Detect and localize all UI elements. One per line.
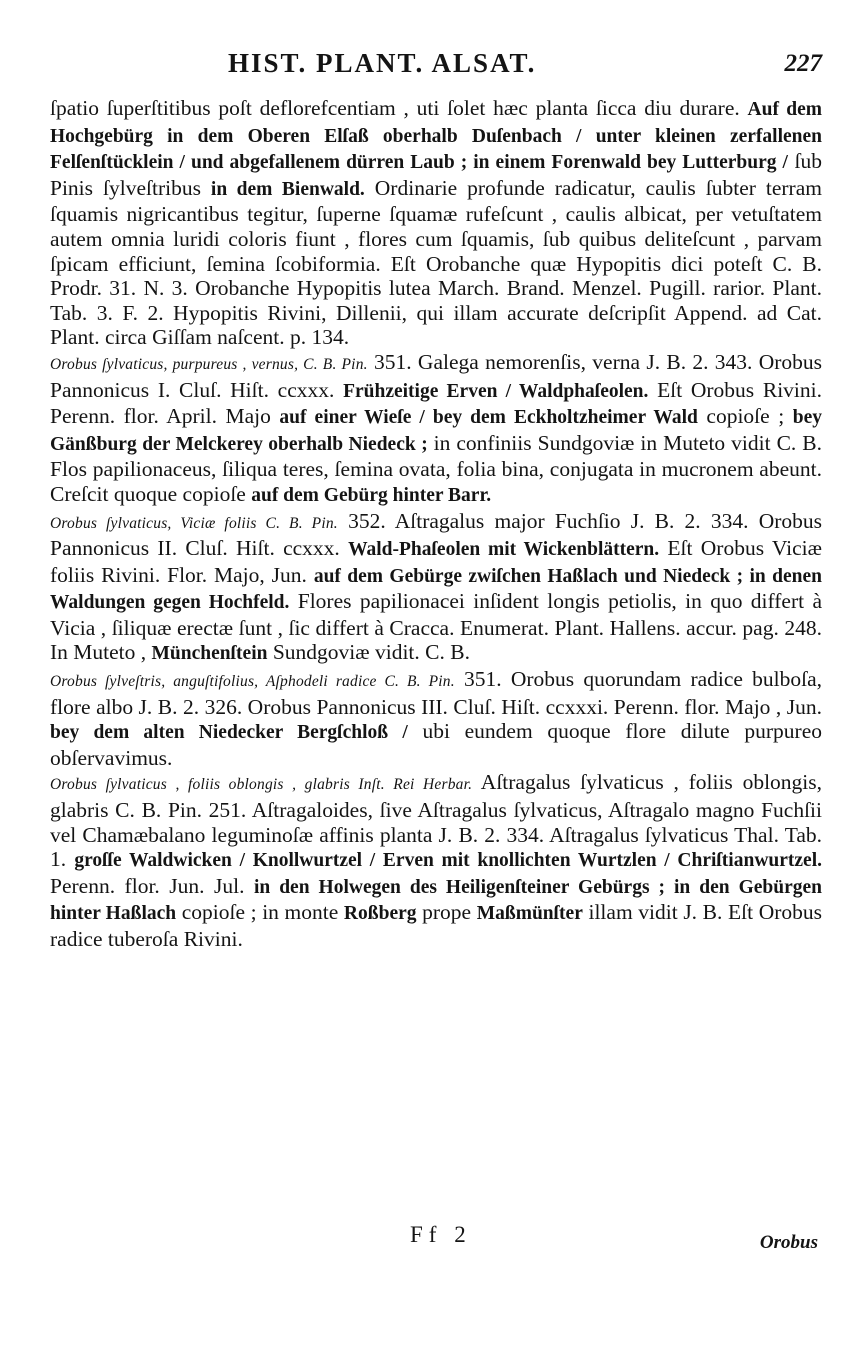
latin-text: prope [416,900,477,925]
latin-text: copioſe ; in monte [176,900,344,925]
page-header [0,44,850,84]
continued-paragraph [50,96,822,350]
species-name: Orobus ſylvaticus, purpureus , vernus, C. B. Pin. [50,355,368,373]
latin-text: Ordinarie profunde radicatur, caulis ſubter terram ſquamis nigricantibus tegitur, ſuperne ſquamæ rufeſcunt , caulis albicat, per vetuſtatem autem omnia luridi coloris fiunt , flores cum ſquamis, ſub quibus deliteſcunt , parvam ſpicam efficiunt, ſemina ſcobiformia. Eſt Orobanche quæ Hypopitis dici poteſt C. B. Prodr. 31. N. 3. Orobanche Hypopitis lutea March. Brand. Menzel. Pugill. rarior. Plant. Tab. 3. F. 2. Hypopitis Rivini, Dillenii, qui illam accurate deſcripſit Append. ad Cat. Plant. circa Giſſam naſcent. p. 134. [50,175,822,350]
german-text: Wald-Phaſeolen mit Wickenblättern. [348,539,660,561]
german-text: in dem Bienwald. [210,178,365,200]
species-entry [50,667,822,770]
latin-text: Eſt Orobus Viciæ foliis Rivini. Flor. Majo, Jun. [50,536,822,587]
german-text: auf dem Gebürg hinter Barr. [251,484,492,506]
latin-text: illam vidit J. B. Eſt Orobus radice tuberoſa Rivini. [50,900,823,951]
latin-text: Flores papilionacei inſident longis petiolis, in quo differt à Vicia , ſiliquæ erectæ ſunt , ſic differt à Cracca. Enumerat. Plant. Hallens. accur. pag. 248. In Muteto , [50,589,822,665]
latin-text: ſub Pinis ſylveſtribus [50,149,822,200]
german-text: Roßberg [343,903,417,925]
latin-text: Perenn. flor. Jun. Jul. [50,873,254,898]
german-text: Auf dem Hochgebürg in dem Oberen Elſaß oberhalb Duſenbach / unter kleinen zerfallenen Felſenſtücklein / und abgefallenem dürren Laub ; in einem Forenwald bey Lutterburg / [50,99,822,174]
german-text: auf dem Gebürge zwiſchen Haßlach und Niedeck ; in denen Waldungen gegen Hochfeld. [50,565,822,614]
species-entry [50,350,822,509]
german-text: groſſe Waldwicken / Knollwurtzel / Erven mit knollichten Wurtzlen / Chriſtianwurtzel. [74,850,822,872]
latin-text: 351. Orobus quorundam radice bulboſa, flore albo J. B. 2. 326. Orobus Pannonicus III. Cluſ. Hiſt. ccxxxi. Perenn. flor. Majo , Jun. [50,667,823,719]
latin-text: ubi eundem quoque flore dilute purpureo obſervavimus. [50,719,822,770]
latin-text: Aſtragalus ſylvaticus , foliis oblongis, glabris C. B. Pin. 251. Aſtragaloides, ſive Aſtragalus ſylvaticus, Aſtragalo magno Fuchſii vel Chamæbalano leguminoſæ affinis planta J. B. 2. 334. Aſtragalus ſylvaticus Thal. Tab. 1. [50,770,823,872]
german-text: bey dem alten Niedecker Bergſchloß / [50,722,408,744]
signature-mark: Ff 2 [410,1222,472,1247]
latin-text: Sundgoviæ vidit. C. B. [267,640,470,665]
species-entry [50,509,822,668]
species-name: Orobus ſylvaticus , foliis oblongis , glabris Inſt. Rei Herbar. [50,776,473,794]
latin-text: in confiniis Sundgoviæ in Muteto vidit C. B. Flos papilionaceus, ſiliqua teres, ſemina ovata, folia bina, conjugata in mucronem abeunt. Creſcit quoque copioſe [50,430,822,506]
german-text: bey Gänßburg der Melckerey oberhalb Niedeck ; [50,407,822,455]
latin-text: 352. Aſtragalus major Fuchſio J. B. 2. 334. Orobus Pannonicus II. Cluſ. Hiſt. ccxxx. [50,508,822,561]
page-number: 227 [784,50,822,77]
catchword: Orobus [759,1232,818,1253]
german-text: Münchenſtein [151,643,268,665]
german-text: auf einer Wieſe / bey dem Eckholtzheimer Wald [279,407,698,429]
latin-text: copioſe ; [697,404,793,429]
latin-text: ſpatio ſuperſtitibus poſt deflorefcentiam , uti ſolet hæc planta ſicca diu durare. [50,96,748,120]
body-text [50,96,822,952]
german-text: in den Holwegen des Heiligenſteiner Gebürgs ; in den Gebürgen hinter Haßlach [50,876,822,925]
latin-text: 351. Galega nemorenſis, verna J. B. 2. 343. Orobus Pannonicus I. Cluſ. Hiſt. ccxxx. [50,349,822,402]
german-text: Frühzeitige Erven / Waldphaſeolen. [343,380,649,402]
species-name: Orobus ſylvaticus, Viciæ foliis C. B. Pin. [50,514,338,532]
species-entry [50,770,822,951]
latin-text: Eſt Orobus Rivini. Perenn. flor. April. Majo [50,377,822,429]
running-title: HIST. PLANT. ALSAT. [228,48,537,78]
german-text: Maßmünſter [476,903,583,925]
page-footer [0,1222,850,1262]
species-name: Orobus ſylveſtris, anguſtifolius, Aſphodeli radice C. B. Pin. [50,673,455,691]
